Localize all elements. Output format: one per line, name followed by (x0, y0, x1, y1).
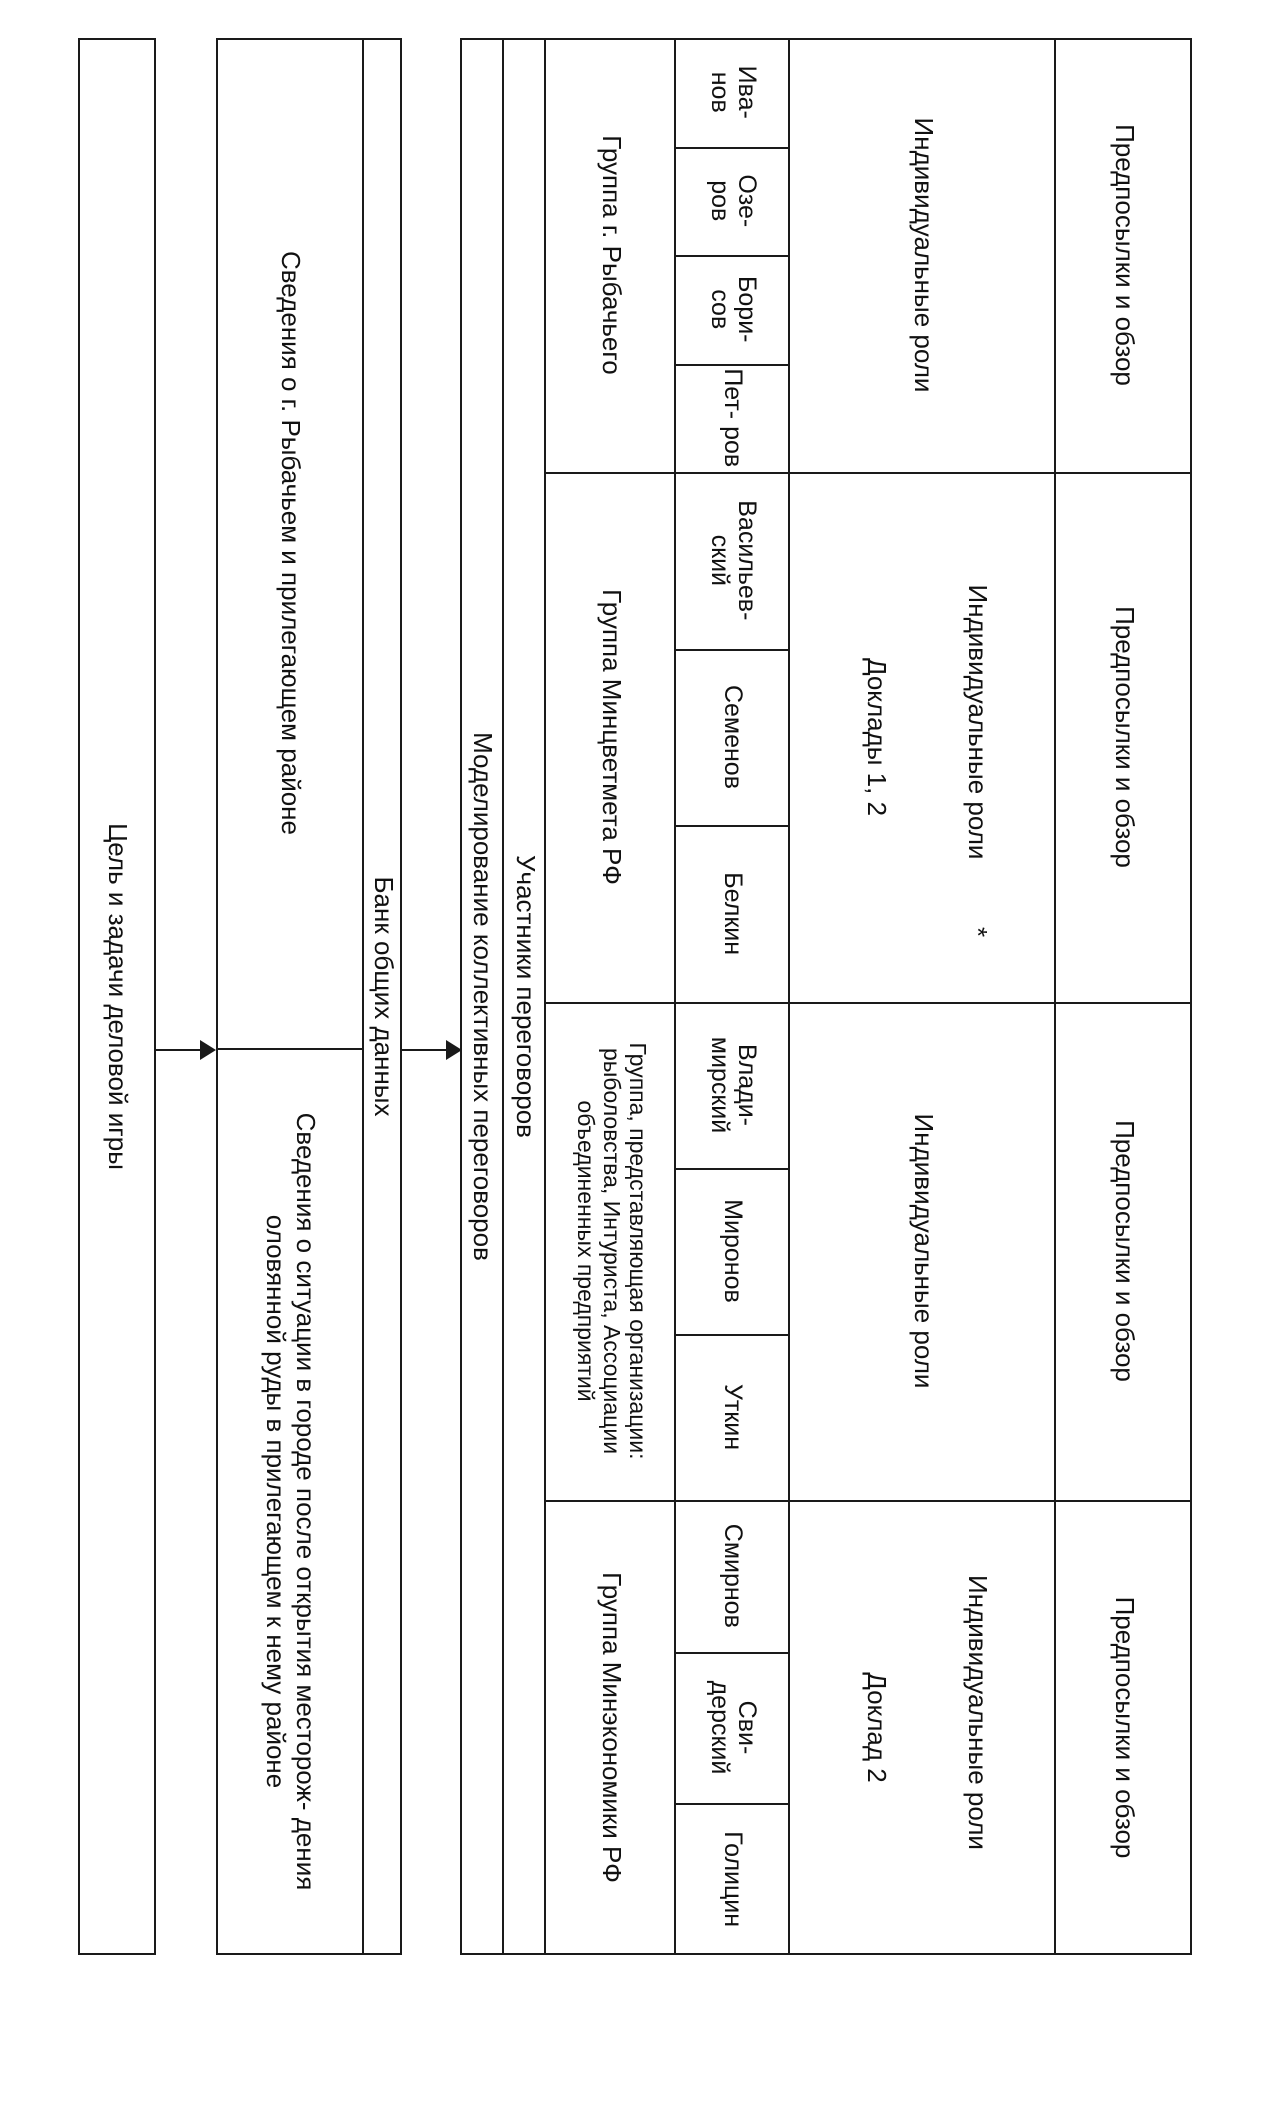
individual-roles-label: Индивидуальные роли (908, 1113, 939, 1389)
group-name: Группа, представляющая организации: рыболовства, Интуриста, Ассоциации объединенных предприятий (573, 1042, 651, 1460)
member-name: Уткин (719, 1383, 748, 1451)
member-name: Сви- дерский (706, 1680, 761, 1775)
group-name: Группа г. Рыбачьего (596, 135, 627, 375)
member-name: Смирнов (719, 1523, 748, 1628)
arrow-bank-to-modeling (400, 1035, 462, 1065)
group-footer: Предпосылки и обзор (1109, 606, 1140, 868)
group-name: Группа Минэкономики РФ (596, 1572, 627, 1883)
member-name: Васильев- ский (706, 500, 761, 621)
member-name: Семенов (719, 684, 748, 789)
member-name: Миронов (719, 1199, 748, 1303)
member-name: Пет- ров (719, 368, 748, 468)
group-name: Группа Минцветмета РФ (596, 589, 627, 885)
individual-roles-label: Индивидуальные роли (908, 117, 939, 393)
modeling-title: Моделирование коллективных переговоров (467, 732, 498, 1261)
member-name: Озе- ров (706, 174, 761, 228)
individual-roles-label: Индивидуальные роли (963, 584, 994, 860)
member-name: Бори- сов (706, 275, 761, 343)
goal-label: Цель и задачи деловой игры (102, 823, 133, 1170)
arrow-goal-to-bank (154, 1035, 216, 1065)
member-name: Влади- мирский (706, 1036, 761, 1134)
individual-roles-label: Индивидуальные роли (963, 1575, 994, 1850)
member-name: Белкин (719, 872, 748, 956)
group-footer: Предпосылки и обзор (1109, 1120, 1140, 1382)
member-name: Ива- нов (706, 65, 761, 119)
group-footer: Предпосылки и обзор (1109, 1596, 1140, 1859)
data-bank-right-text: Сведения о ситуации в городе после открытия месторож- дения оловянной руды в прилегающем к нему районе (261, 1112, 321, 1891)
group-report: Доклады 1, 2 (862, 657, 893, 817)
data-bank-left-text: Сведения о г. Рыбачьем и прилегающем районе (275, 251, 306, 835)
group-report: Доклад 2 (862, 1672, 893, 1783)
roles-footnote-mark: * (963, 926, 994, 938)
participants-title: Участники переговоров (510, 855, 541, 1138)
member-name: Голицин (719, 1831, 748, 1928)
group-footer: Предпосылки и обзор (1109, 124, 1140, 386)
data-bank-title: Банк общих данных (368, 876, 399, 1117)
